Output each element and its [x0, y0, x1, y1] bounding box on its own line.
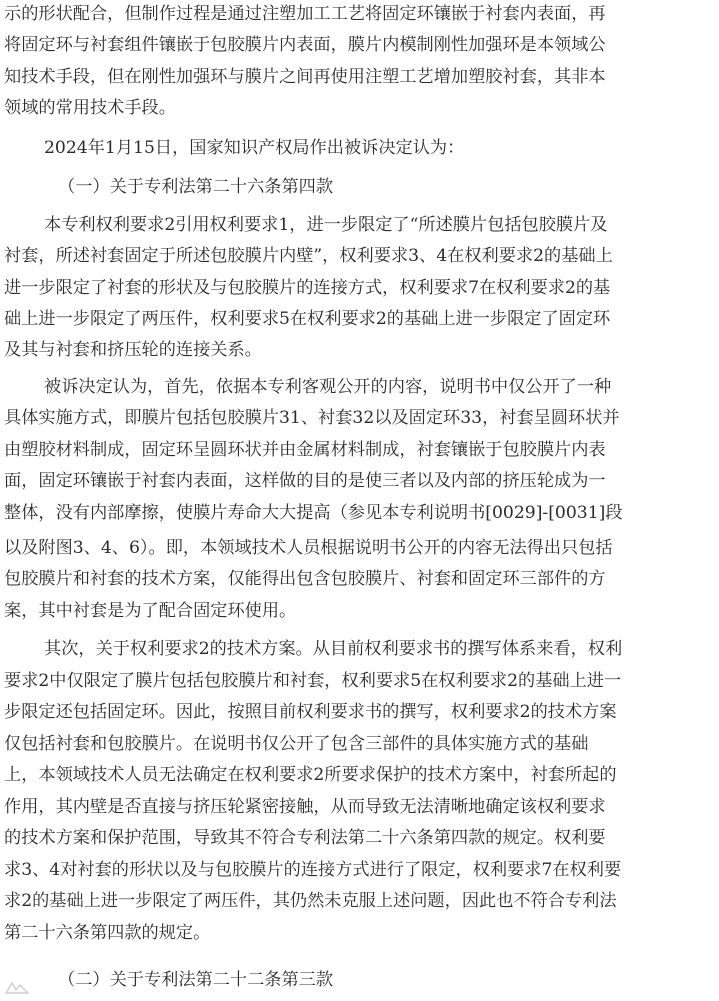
text-line: 上，本领域技术人员无法确定在权利要求2所要求保护的技术方案中，衬套所起的	[4, 765, 617, 785]
watermark-logo-icon	[4, 981, 30, 995]
text-line: 求2的基础上进一步限定了两压件，其仍然未克服上述问题，因此也不符合专利法	[4, 891, 617, 911]
text-line: 由塑胶材料制成，固定环呈圆环状并由金属材料制成，衬套镶嵌于包胶膜片内表	[4, 440, 606, 460]
text-line: 进一步限定了衬套的形状及与包胶膜片的连接方式，权利要求7在权利要求2的基	[4, 278, 611, 298]
watermark	[4, 977, 30, 999]
text-line: 面，固定环镶嵌于衬套内表面，这样做的目的是使三者以及内部的挤压轮成为一	[4, 471, 606, 491]
text-line: 知技术手段，但在刚性加强环与膜片之间再使用注塑工艺增加塑胶衬套，其非本	[4, 67, 606, 87]
text-line: 第二十六条第四款的规定。	[4, 923, 211, 943]
text-line: 将固定环与衬套组件镶嵌于包胶膜片内表面，膜片内模制刚性加强环是本领域公	[4, 35, 606, 55]
text-line: 要求2中仅限定了膜片包括包胶膜片和衬套，权利要求5在权利要求2的基础上进一	[4, 671, 622, 691]
text-line: 整体，没有内部摩擦，使膜片寿命大大提高（参见本专利说明书[0029]-[0031]段	[4, 503, 623, 523]
text-line: 具体实施方式，即膜片包括包胶膜片31、衬套32以及固定环33，衬套呈圆环状并	[4, 408, 620, 428]
text-line: 领域的常用技术手段。	[4, 98, 176, 118]
text-line: 示的形状配合，但制作过程是通过注塑加工工艺将固定环镶嵌于衬套内表面，再	[4, 4, 606, 24]
text-line: 被诉决定认为，首先，依据本专利客观公开的内容，说明书中仅公开了一种	[44, 377, 612, 397]
text-line: 及其与衬套和挤压轮的连接关系。	[4, 340, 262, 360]
text-line: 步限定还包括固定环。因此，按照目前权利要求书的撰写，权利要求2的技术方案	[4, 702, 617, 722]
text-line: 仅包括衬套和包胶膜片。在说明书仅公开了包含三部件的具体实施方式的基础	[4, 734, 589, 754]
text-line: 其次，关于权利要求2的技术方案。从目前权利要求书的撰写体系来看，权利	[44, 639, 623, 659]
text-line: 本专利权利要求2引用权利要求1，进一步限定了“所述膜片包括包胶膜片及	[44, 215, 608, 235]
text-line: 以及附图3、4、6）。即，本领域技术人员根据说明书公开的内容无法得出只包括	[4, 538, 613, 558]
text-line: 2024年1月15日，国家知识产权局作出被诉决定认为：	[44, 138, 465, 158]
text-line: 的技术方案和保护范围，导致其不符合专利法第二十六条第四款的规定。权利要	[4, 828, 606, 848]
text-line: 衬套，所述衬套固定于所述包胶膜片内壁”，权利要求3、4在权利要求2的基础上	[4, 246, 613, 266]
text-line: 案，其中衬套是为了配合固定环使用。	[4, 601, 297, 621]
text-line: 作用，其内壁是否直接与挤压轮紧密接触，从而导致无法清晰地确定该权利要求	[4, 797, 606, 817]
section-heading: （一）关于专利法第二十六条第四款	[58, 177, 334, 197]
section-heading: （二）关于专利法第二十二条第三款	[58, 970, 334, 990]
text-line: 础上进一步限定了两压件，权利要求5在权利要求2的基础上进一步限定了固定环	[4, 309, 611, 329]
text-line: 包胶膜片和衬套的技术方案，仅能得出包含包胶膜片、衬套和固定环三部件的方	[4, 569, 606, 589]
text-line: 求3、4对衬套的形状以及与包胶膜片的连接方式进行了限定，权利要求7在权利要	[4, 860, 622, 880]
